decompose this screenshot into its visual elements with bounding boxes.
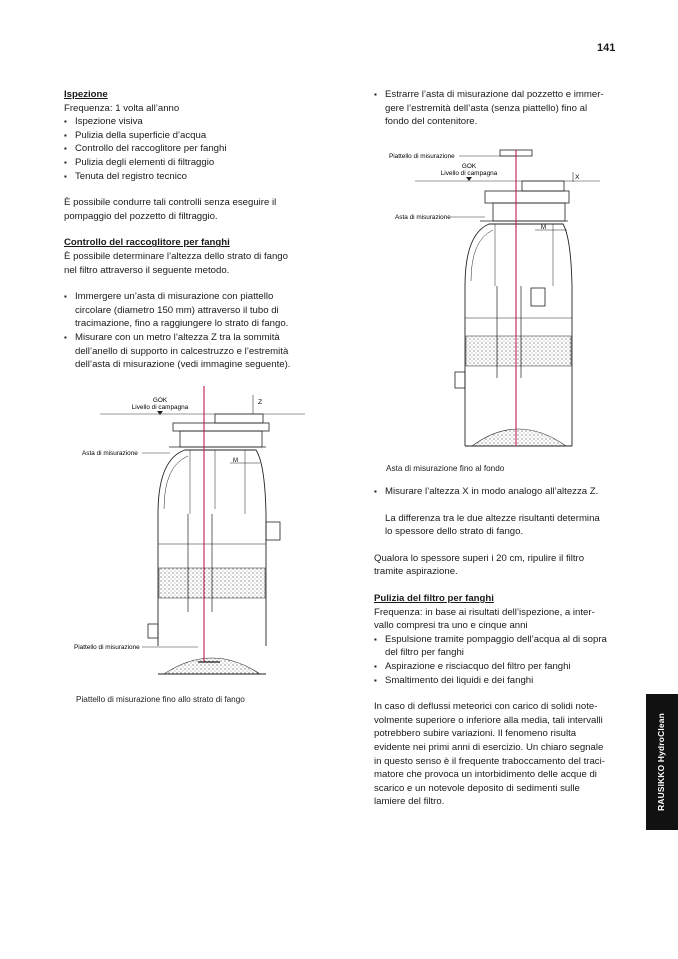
list-item: ▪ Misurare l’altezza X in modo analogo all’altezza Z. xyxy=(374,485,624,499)
list-item: ▪ Tenuta del registro tecnico xyxy=(64,170,312,184)
list-item: ▪ Smaltimento dei liquidi e dei fanghi xyxy=(374,674,624,688)
left-diagram xyxy=(60,384,320,684)
livello-label: Livello di campagna xyxy=(440,170,498,177)
level-mark-label: M xyxy=(233,458,238,464)
list-item: ▪ Controllo del raccoglitore per fanghi xyxy=(64,142,312,156)
paragraph-line: volmente superiore o inferiore alla media, tali intervalli xyxy=(374,714,603,726)
piattello-label: Piattello di misurazione xyxy=(74,644,140,651)
ispezione-frequency: Frequenza: 1 volta all’anno xyxy=(64,102,180,114)
item-line: circolare (diametro 150 mm) attraverso il tubo di xyxy=(75,304,279,316)
paragraph-line: evidente nei primi anni di esercizio. Un chiaro segnale xyxy=(374,741,604,753)
right-diagram xyxy=(385,146,625,456)
measure-x-list xyxy=(374,485,624,499)
list-item xyxy=(374,88,624,129)
item-line: dell’anello di supporto in calcestruzzo e l’estremità xyxy=(75,345,289,357)
paragraph-line: in questo senso è il frequente traboccamento del traci- xyxy=(374,755,605,767)
item-line: tracimazione, fino a raggiungere lo strato di fango. xyxy=(75,318,289,330)
paragraph-line: lamiere del filtro. xyxy=(374,796,445,808)
level-marker-icon xyxy=(157,411,163,415)
item-line: del filtro per fanghi xyxy=(385,647,464,659)
controllo-heading: Controllo del raccoglitore per fanghi xyxy=(64,237,230,249)
page-number: 141 xyxy=(597,42,616,54)
asta-label: Asta di misurazione xyxy=(395,214,451,221)
paragraph-line: È possibile determinare l’altezza dello strato di fango xyxy=(64,250,288,262)
paragraph-line: nel filtro attraverso il seguente metodo. xyxy=(64,264,230,276)
livello-label: Livello di campagna xyxy=(131,404,189,411)
left-figure-caption: Piattello di misurazione fino allo strato di fango xyxy=(76,695,245,704)
list-item xyxy=(374,633,624,660)
paragraph-line: Frequenza: in base ai risultati dell’ispezione, a inter- xyxy=(374,606,595,618)
level-marker-icon xyxy=(466,177,472,181)
piattello-label-top: Piattello di misurazione xyxy=(389,153,455,160)
paragraph-line: È possibile condurre tali controlli senza eseguire il xyxy=(64,197,277,209)
list-item: ▪ Aspirazione e risciacquo del filtro per fanghi xyxy=(374,660,624,674)
ispezione-checks-list xyxy=(64,115,312,183)
item-line: Misurare con un metro l’altezza Z tra la sommità xyxy=(75,331,280,343)
right-column-lower xyxy=(374,485,624,809)
z-dimension-label: Z xyxy=(258,399,263,406)
pulizia-heading: Pulizia del filtro per fanghi xyxy=(374,592,494,604)
asta-label: Asta di misurazione xyxy=(82,450,138,457)
item-line: Immergere un’asta di misurazione con piattello xyxy=(75,291,274,303)
item-line: Espulsione tramite pompaggio dell’acqua al di sopra xyxy=(385,633,607,645)
left-column xyxy=(64,88,312,372)
extract-step-list xyxy=(374,88,624,129)
paragraph-line: La differenza tra le due altezze risultanti determina xyxy=(385,512,600,524)
list-item: ▪ Pulizia della superficie d’acqua xyxy=(64,129,312,143)
paragraph-line: lo spessore dello strato di fango. xyxy=(385,526,524,538)
ispezione-heading: Ispezione xyxy=(64,89,108,100)
side-tab xyxy=(646,694,678,830)
right-figure-caption: Asta di misurazione fino al fondo xyxy=(386,464,505,473)
item-line: gere l’estremità dell’asta (senza piattello) fino al xyxy=(385,102,588,114)
list-item xyxy=(64,331,312,372)
paragraph-line: pompaggio del pozzetto di filtraggio. xyxy=(64,210,218,222)
paragraph-line: matore che provoca un intorbidimento delle acque di xyxy=(374,769,597,781)
paragraph-line: potrebbero subire variazioni. Il fenomeno risulta xyxy=(374,728,577,740)
list-item: ▪ Pulizia degli elementi di filtraggio xyxy=(64,156,312,170)
item-line: fondo del contenitore. xyxy=(385,116,478,128)
level-mark-label: M xyxy=(541,225,546,231)
side-tab-label: RAUSIKKO HydroClean xyxy=(656,713,667,811)
right-column xyxy=(374,88,624,129)
gok-label: GOK xyxy=(152,397,168,404)
list-item xyxy=(64,290,312,331)
gok-label: GOK xyxy=(461,163,477,170)
paragraph-line: Qualora lo spessore superi i 20 cm, ripulire il filtro xyxy=(374,552,585,564)
paragraph-line: In caso di deflussi meteorici con carico di solidi note- xyxy=(374,701,598,713)
item-line: dell’asta di misurazione (vedi immagine seguente). xyxy=(75,359,291,371)
item-line: Estrarre l’asta di misurazione dal pozzetto e immer- xyxy=(385,89,604,100)
x-dimension-label: X xyxy=(575,174,580,181)
paragraph-line: vallo compresi tra uno e cinque anni xyxy=(374,620,528,632)
paragraph-line: tramite aspirazione. xyxy=(374,566,458,578)
procedure-steps-list xyxy=(64,290,312,372)
list-item: ▪ Ispezione visiva xyxy=(64,115,312,129)
paragraph-line: scarico e un notevole deposito di sedimenti sulle xyxy=(374,782,580,794)
pulizia-list xyxy=(374,633,624,687)
